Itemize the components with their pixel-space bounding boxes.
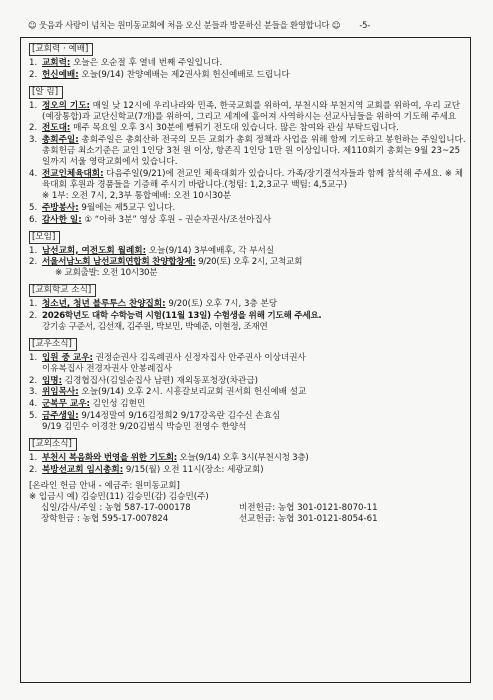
list-item: 2. 북방선교회 임시총회: 9/15(월) 오전 11시(장소: 세광교회) [29,464,264,475]
bank-accounts [29,503,467,525]
list-item: 2. 헌신예배: 오늘(9/14) 찬양예배는 제2권사회 헌신예배로 드립니다 [29,69,290,80]
page-header [28,20,468,31]
list-item: 2. 서울서남노회 남선교회연합회 찬양합창제: 9/20(토) 오후 2시, 고척교회 ※ 교회출발: 오전 10시30분 [29,257,303,279]
list-item: 4. 군복무 교우: 김인성 김현민 [29,399,146,410]
item-note: 9/19 김민수 이경찬 9/20김범식 박승민 전영수 한양석 [42,422,247,433]
account-vision: 비전헌금: 농협 301-0121-8070-11 [239,502,378,513]
section-members [29,338,467,433]
deposit-example: ※ 입금시 예) 김승민(11) 김승민(감) 김승민(주) [29,491,209,502]
section-offering [29,481,467,525]
section-title: [모임] [29,231,60,244]
section-title: [교우소식] [29,338,77,351]
section-title: [온라인 헌금 안내 - 예금주: 원미동교회] [29,480,180,491]
section-title: [교회력 · 예배] [29,43,93,56]
bulletin-content [29,43,467,529]
account-tithe: 십일/감사/주일 : 농협 587-17-000178 [41,502,191,513]
list-item: 6. 감사한 일: ① “아하 3분” 영상 후원 – 권순자권사/조선아집사 [29,214,272,225]
list-item: 5. 주방봉사: 9월에는 제5교구 입니다. [29,202,176,213]
section-title: [교외소식] [29,438,77,451]
list-item: 1. 청소년, 청년 블루투스 찬양집회: 9/20(토) 오후 7시, 3층 본당 [29,299,278,310]
item-note: ※ 1부: 오전 7시, 2,3부 통합예배: 오전 10시30분 [42,190,232,201]
list-item: 1. 교회력: 오늘은 오순절 후 열네 번째 주일입니다. [29,57,223,68]
welcome-banner: ☺ 웃음과 사랑이 넘치는 원미동교회에 처음 오신 분들과 방문하신 분들을 환영합니다 ☺ [28,20,341,30]
section-news [29,86,467,226]
item-note: 이유복집사 전경자권사 안봉례집사 [42,363,172,374]
list-item: 5. 금주생일: 9/14정말여 9/16김정희2 9/17강옥란 김수신 손효심 9/19 김민수 이경찬 9/20김범식 박승민 전영수 한양석 [29,411,281,433]
list-item: 3. 총회주일: 총회주일은 총회산하 전국의 모든 교회가 총회 정책과 사업을 위해 함께 기도하고 봉헌하는 주일입니다. 총회헌금 최소기준은 교인 1인당 3천 원 이상, 항존직 1인당 1만 원 이상입니다. 제110회기 총회는 9월 23~25일까지 서울 영락교회에서 있습니다. [29,135,466,168]
list-item: 2. 전도대: 매주 목요일 오후 3시 30분에 뻥튀기 전도대 있습니다. 많은 참여와 관심 부탁드립니다. [29,123,399,134]
list-item: 2. 2026학년도 대학 수학능력 시험(11월 13일) 수험생을 위해 기도해 주세요. 강기송 구준서, 김선재, 김주원, 박보민, 박예준, 이현정, 조재연 [29,311,322,332]
page-number: -5- [359,20,371,30]
section-title: [알 림] [29,86,63,99]
list-item: 1. 입원 중 교우: 권정순권사 김옥례권사 신정자집사 안주권사 이상녀권사 이유복집사 전경자권사 안봉례집사 [29,352,306,374]
section-church-school [29,284,467,333]
list-item: 1. 정오의 기도: 매일 낮 12시에 우리나라와 민족, 한국교회를 위하여, 부천시와 부천지역 교회를 위하여, 우리 교단(예장통합)과 교단신학교(7개)를 위하여, 그리고 세계에 흩어져 사역하시는 선교사님들을 위하여 기도해 주세요 [29,100,461,122]
list-item: 1. 남선교회, 여전도회 월례회: 오늘(9/14) 3부예배후, 각 부서실 [29,245,275,256]
account-mission: 선교헌금: 농협 301-0121-8054-61 [239,513,378,524]
list-item: 2. 임명: 김경협집사(김일순집사 남편) 재외동포청장(차관급) [29,375,258,386]
account-scholarship: 장학헌금 : 농협 595-17-007824 [41,513,169,524]
section-external [29,438,467,476]
item-note: 강기송 구준서, 김선재, 김주원, 박보민, 박예준, 이현정, 조재연 [42,321,268,332]
list-item: 3. 위임목사: 오늘(9/14) 오후 2시. 시흥갈보리교회 권서회 헌신예배 설교 [29,387,307,398]
item-note: ※ 교회출발: 오전 10시30분 [55,268,158,279]
section-worship [29,43,467,81]
list-item: 1. 부천시 복음화와 번영을 위한 기도회: 오늘(9/14) 오후 3시(부천시청 3층) [29,453,309,463]
list-item: 4. 전교인체육대회: 다음주일(9/21)에 전교인 체육대회가 있습니다. 가족/장기결석자들과 함께 참석해 주세요. ※ 체육대회 후원과 경품들을 기증해 주시기 바랍니다.(청팀: 1,2,3교구 백팀: 4,5교구) ※ 1부: 오전 7시, 2,3부 통합예배: 오전 10시30분 [29,169,463,201]
section-title: [교회학교 소식] [29,284,96,297]
section-meetings [29,231,467,280]
